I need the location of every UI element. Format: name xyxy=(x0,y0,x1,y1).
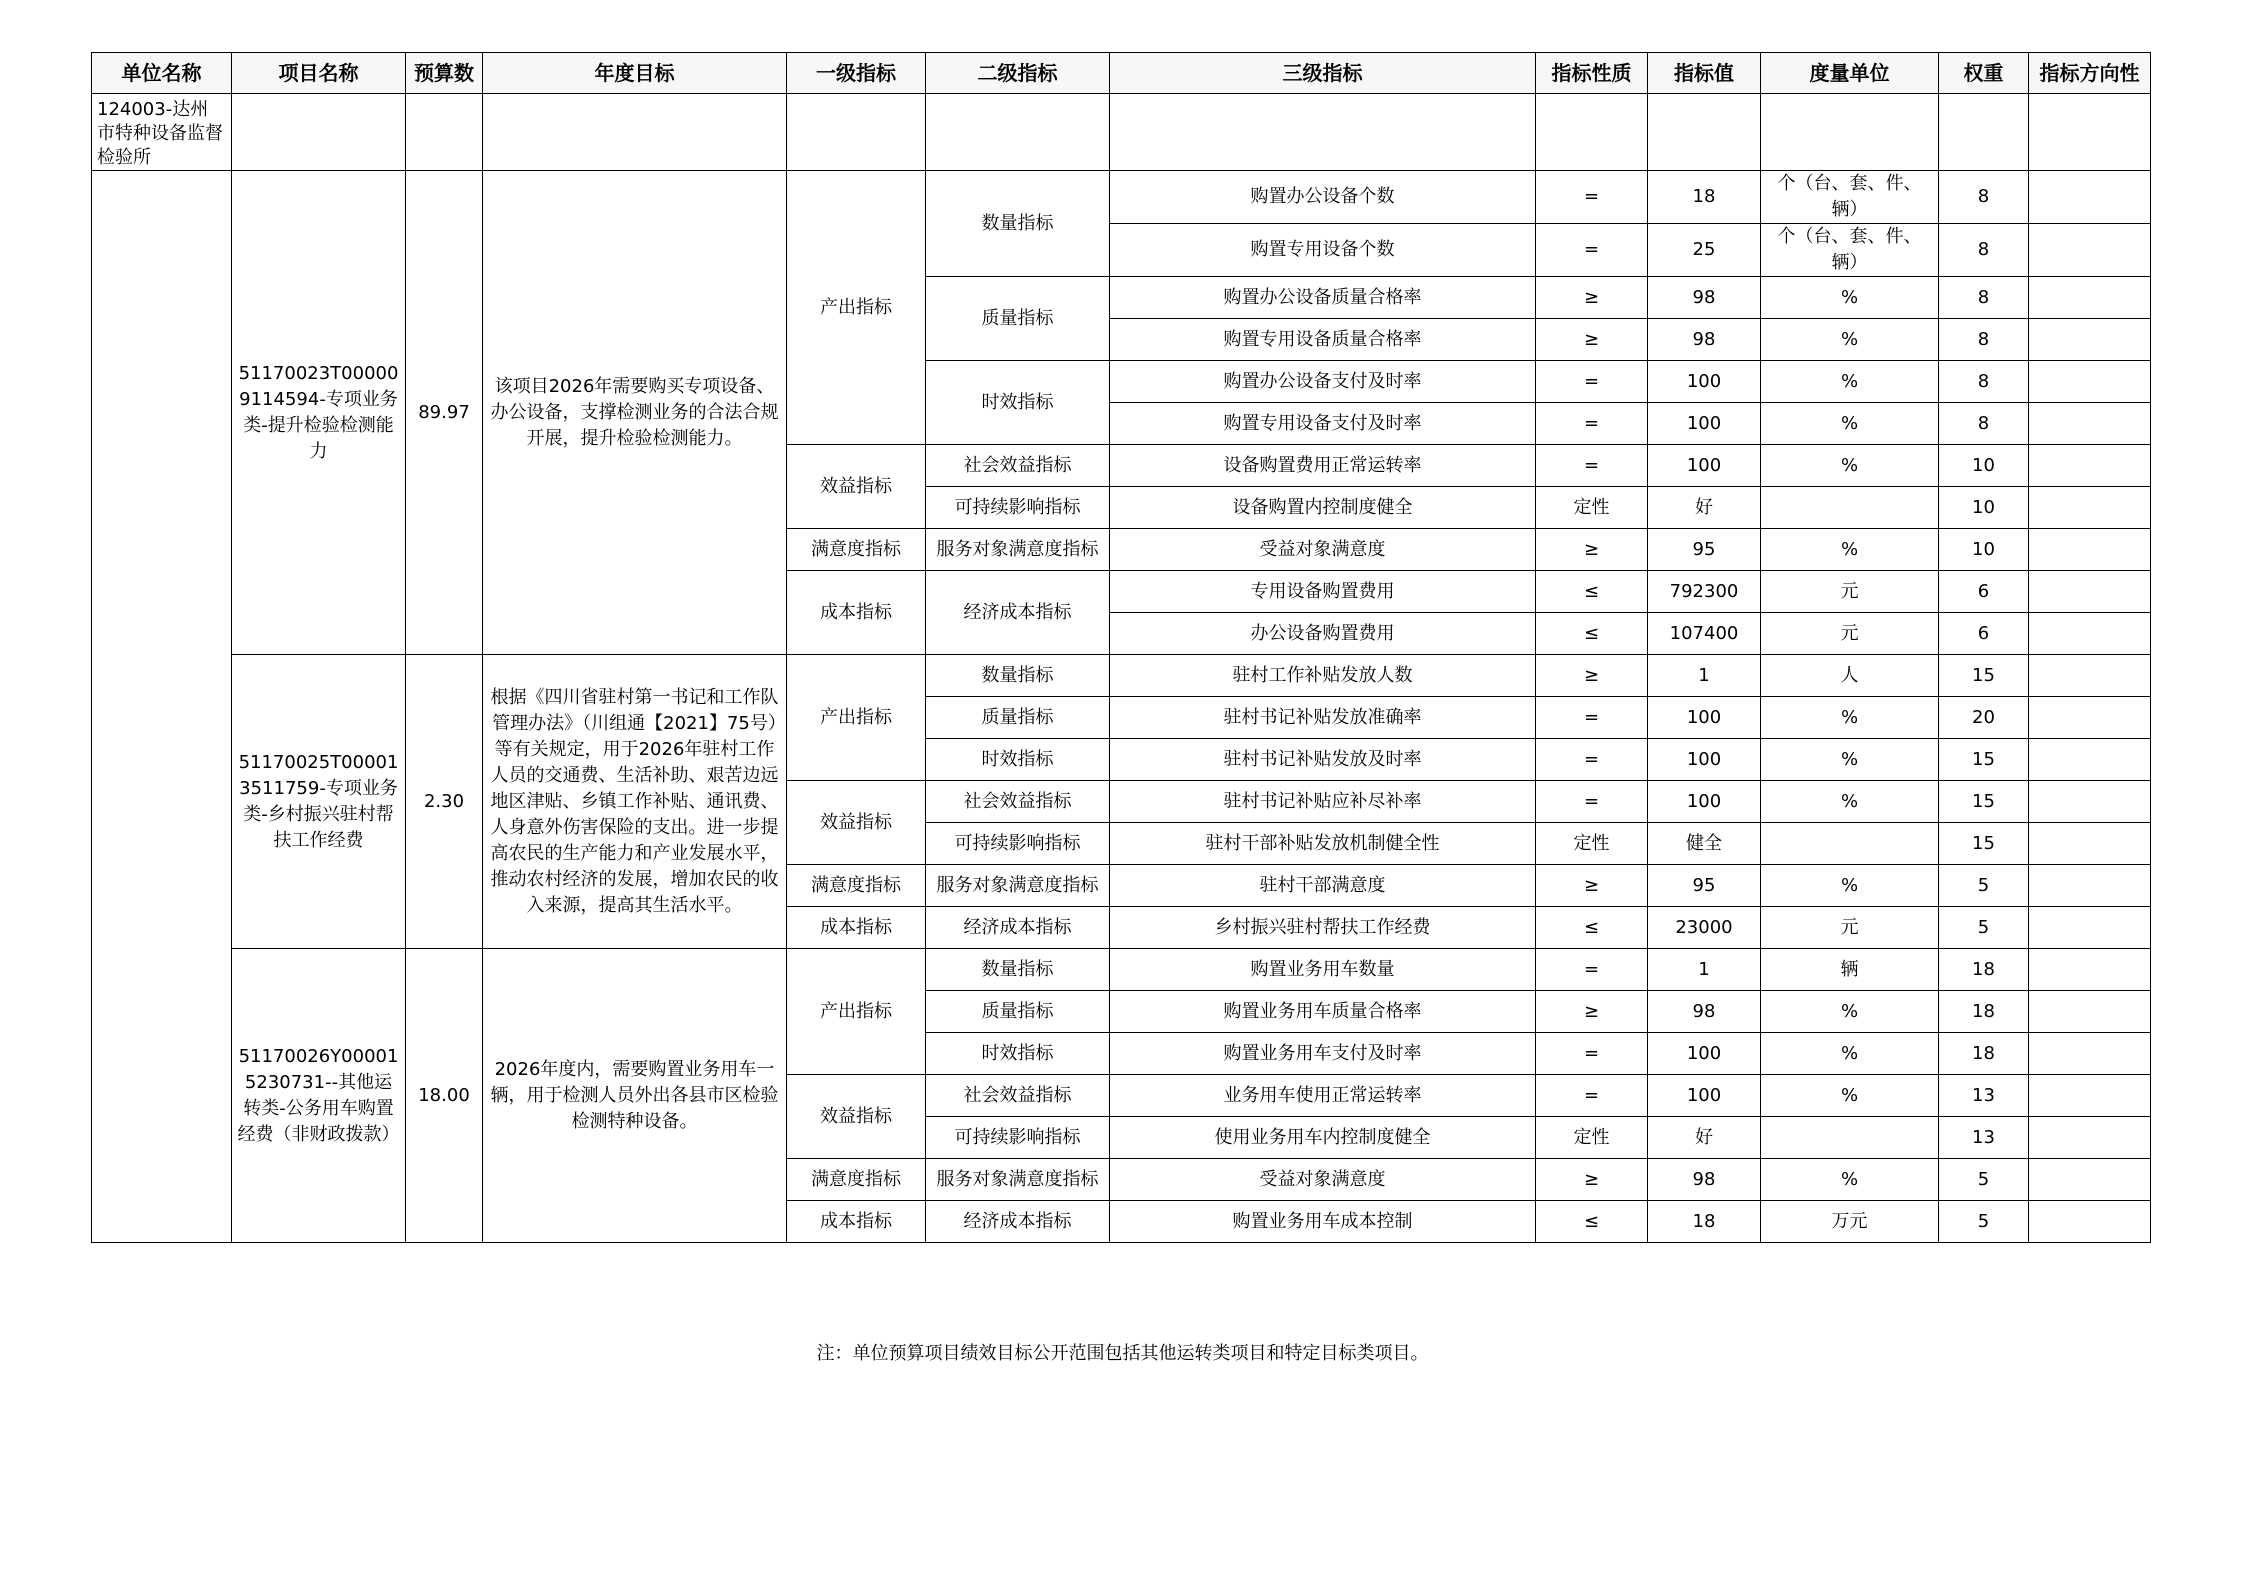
level2-indicator-cell: 时效指标 xyxy=(926,361,1110,445)
level2-indicator-cell: 服务对象满意度指标 xyxy=(926,1159,1110,1201)
level1-indicator-cell: 成本指标 xyxy=(787,1201,926,1243)
direction-cell xyxy=(2029,1117,2151,1159)
direction-cell xyxy=(2029,865,2151,907)
budget-cell: 89.97 xyxy=(406,171,483,655)
measure-unit-cell: 万元 xyxy=(1761,1201,1939,1243)
header-budget: 预算数 xyxy=(406,53,483,94)
level3-indicator-cell: 购置专用设备支付及时率 xyxy=(1110,403,1536,445)
indicator-nature-cell: ≥ xyxy=(1536,1159,1648,1201)
indicator-value-cell: 健全 xyxy=(1648,823,1761,865)
direction-cell xyxy=(2029,655,2151,697)
weight-cell: 18 xyxy=(1939,1033,2029,1075)
empty-cell xyxy=(787,94,926,171)
indicator-value-cell: 107400 xyxy=(1648,613,1761,655)
measure-unit-cell: 辆 xyxy=(1761,949,1939,991)
measure-unit-cell: % xyxy=(1761,319,1939,361)
indicator-value-cell: 100 xyxy=(1648,1075,1761,1117)
weight-cell: 8 xyxy=(1939,319,2029,361)
direction-cell xyxy=(2029,739,2151,781)
measure-unit-cell: % xyxy=(1761,403,1939,445)
indicator-row xyxy=(92,655,2151,697)
header-indicator-nature: 指标性质 xyxy=(1536,53,1648,94)
level3-indicator-cell: 购置办公设备支付及时率 xyxy=(1110,361,1536,403)
empty-cell xyxy=(232,94,406,171)
indicator-value-cell: 100 xyxy=(1648,403,1761,445)
header-level2-indicator: 二级指标 xyxy=(926,53,1110,94)
indicator-nature-cell: 定性 xyxy=(1536,487,1648,529)
indicator-value-cell: 100 xyxy=(1648,697,1761,739)
direction-cell xyxy=(2029,697,2151,739)
indicator-value-cell: 95 xyxy=(1648,865,1761,907)
direction-cell xyxy=(2029,445,2151,487)
weight-cell: 5 xyxy=(1939,1201,2029,1243)
direction-cell xyxy=(2029,319,2151,361)
header-row xyxy=(92,53,2151,94)
indicator-nature-cell: ≤ xyxy=(1536,1201,1648,1243)
measure-unit-cell: 个（台、套、件、辆） xyxy=(1761,171,1939,224)
measure-unit-cell: 元 xyxy=(1761,613,1939,655)
weight-cell: 8 xyxy=(1939,403,2029,445)
empty-cell xyxy=(1648,94,1761,171)
empty-cell xyxy=(1761,94,1939,171)
header-direction: 指标方向性 xyxy=(2029,53,2151,94)
header-weight: 权重 xyxy=(1939,53,2029,94)
level2-indicator-cell: 质量指标 xyxy=(926,697,1110,739)
indicator-row xyxy=(92,949,2151,991)
measure-unit-cell: % xyxy=(1761,361,1939,403)
measure-unit-cell: 元 xyxy=(1761,571,1939,613)
measure-unit-cell: % xyxy=(1761,1159,1939,1201)
indicator-value-cell: 100 xyxy=(1648,781,1761,823)
empty-cell xyxy=(406,94,483,171)
indicator-nature-cell: = xyxy=(1536,949,1648,991)
budget-cell: 18.00 xyxy=(406,949,483,1243)
weight-cell: 8 xyxy=(1939,361,2029,403)
direction-cell xyxy=(2029,171,2151,224)
indicator-value-cell: 好 xyxy=(1648,1117,1761,1159)
indicator-value-cell: 98 xyxy=(1648,1159,1761,1201)
indicator-nature-cell: = xyxy=(1536,739,1648,781)
level3-indicator-cell: 驻村工作补贴发放人数 xyxy=(1110,655,1536,697)
header-unit-name: 单位名称 xyxy=(92,53,232,94)
indicator-nature-cell: = xyxy=(1536,224,1648,277)
level3-indicator-cell: 设备购置费用正常运转率 xyxy=(1110,445,1536,487)
weight-cell: 8 xyxy=(1939,277,2029,319)
level2-indicator-cell: 社会效益指标 xyxy=(926,781,1110,823)
level2-indicator-cell: 质量指标 xyxy=(926,991,1110,1033)
level1-indicator-cell: 成本指标 xyxy=(787,907,926,949)
level1-indicator-cell: 效益指标 xyxy=(787,781,926,865)
level1-indicator-cell: 产出指标 xyxy=(787,655,926,781)
weight-cell: 8 xyxy=(1939,171,2029,224)
level2-indicator-cell: 可持续影响指标 xyxy=(926,1117,1110,1159)
level2-indicator-cell: 服务对象满意度指标 xyxy=(926,865,1110,907)
empty-cell xyxy=(483,94,787,171)
header-level3-indicator: 三级指标 xyxy=(1110,53,1536,94)
weight-cell: 6 xyxy=(1939,613,2029,655)
indicator-nature-cell: ≤ xyxy=(1536,571,1648,613)
indicator-value-cell: 18 xyxy=(1648,1201,1761,1243)
measure-unit-cell: 元 xyxy=(1761,907,1939,949)
direction-cell xyxy=(2029,224,2151,277)
indicator-nature-cell: 定性 xyxy=(1536,1117,1648,1159)
empty-cell xyxy=(926,94,1110,171)
project-name-cell: 51170023T000009114594-专项业务类-提升检验检测能力 xyxy=(232,171,406,655)
indicator-value-cell: 98 xyxy=(1648,277,1761,319)
unit-name-cell: 124003-达州市特种设备监督检验所 xyxy=(92,94,232,171)
level1-indicator-cell: 满意度指标 xyxy=(787,529,926,571)
level2-indicator-cell: 经济成本指标 xyxy=(926,907,1110,949)
empty-cell xyxy=(1110,94,1536,171)
indicator-nature-cell: ≥ xyxy=(1536,319,1648,361)
level3-indicator-cell: 购置专用设备个数 xyxy=(1110,224,1536,277)
indicator-value-cell: 100 xyxy=(1648,445,1761,487)
weight-cell: 10 xyxy=(1939,487,2029,529)
level2-indicator-cell: 社会效益指标 xyxy=(926,445,1110,487)
indicator-nature-cell: ≥ xyxy=(1536,277,1648,319)
indicator-value-cell: 95 xyxy=(1648,529,1761,571)
indicator-nature-cell: ≤ xyxy=(1536,907,1648,949)
weight-cell: 6 xyxy=(1939,571,2029,613)
project-name-cell: 51170026Y000015230731--其他运转类-公务用车购置经费（非财政拨款） xyxy=(232,949,406,1243)
level3-indicator-cell: 业务用车使用正常运转率 xyxy=(1110,1075,1536,1117)
indicator-nature-cell: ≤ xyxy=(1536,613,1648,655)
weight-cell: 10 xyxy=(1939,445,2029,487)
level3-indicator-cell: 购置业务用车成本控制 xyxy=(1110,1201,1536,1243)
weight-cell: 15 xyxy=(1939,823,2029,865)
empty-cell xyxy=(2029,94,2151,171)
direction-cell xyxy=(2029,781,2151,823)
annual-goal-cell: 该项目2026年需要购买专项设备、办公设备，支撑检测业务的合法合规开展，提升检验检测能力。 xyxy=(483,171,787,655)
measure-unit-cell: 人 xyxy=(1761,655,1939,697)
level2-indicator-cell: 经济成本指标 xyxy=(926,571,1110,655)
header-annual-goal: 年度目标 xyxy=(483,53,787,94)
weight-cell: 18 xyxy=(1939,949,2029,991)
direction-cell xyxy=(2029,403,2151,445)
indicator-value-cell: 1 xyxy=(1648,655,1761,697)
level3-indicator-cell: 购置业务用车数量 xyxy=(1110,949,1536,991)
unit-name-continuation-cell xyxy=(92,171,232,1243)
measure-unit-cell: % xyxy=(1761,781,1939,823)
level2-indicator-cell: 社会效益指标 xyxy=(926,1075,1110,1117)
weight-cell: 13 xyxy=(1939,1117,2029,1159)
indicator-value-cell: 98 xyxy=(1648,319,1761,361)
measure-unit-cell: % xyxy=(1761,529,1939,571)
direction-cell xyxy=(2029,823,2151,865)
measure-unit-cell: % xyxy=(1761,1033,1939,1075)
direction-cell xyxy=(2029,1159,2151,1201)
weight-cell: 20 xyxy=(1939,697,2029,739)
direction-cell xyxy=(2029,487,2151,529)
level2-indicator-cell: 质量指标 xyxy=(926,277,1110,361)
empty-cell xyxy=(1536,94,1648,171)
level3-indicator-cell: 设备购置内控制度健全 xyxy=(1110,487,1536,529)
level3-indicator-cell: 驻村书记补贴发放及时率 xyxy=(1110,739,1536,781)
direction-cell xyxy=(2029,949,2151,991)
header-project-name: 项目名称 xyxy=(232,53,406,94)
level2-indicator-cell: 数量指标 xyxy=(926,655,1110,697)
weight-cell: 10 xyxy=(1939,529,2029,571)
header-measure-unit: 度量单位 xyxy=(1761,53,1939,94)
indicator-nature-cell: ≥ xyxy=(1536,529,1648,571)
level1-indicator-cell: 成本指标 xyxy=(787,571,926,655)
indicator-nature-cell: ≥ xyxy=(1536,865,1648,907)
indicator-value-cell: 23000 xyxy=(1648,907,1761,949)
level3-indicator-cell: 专用设备购置费用 xyxy=(1110,571,1536,613)
level1-indicator-cell: 效益指标 xyxy=(787,1075,926,1159)
level2-indicator-cell: 可持续影响指标 xyxy=(926,823,1110,865)
weight-cell: 5 xyxy=(1939,907,2029,949)
level2-indicator-cell: 可持续影响指标 xyxy=(926,487,1110,529)
level3-indicator-cell: 购置业务用车质量合格率 xyxy=(1110,991,1536,1033)
annual-goal-cell: 2026年度内，需要购置业务用车一辆，用于检测人员外出各县市区检验检测特种设备。 xyxy=(483,949,787,1243)
weight-cell: 18 xyxy=(1939,991,2029,1033)
measure-unit-cell xyxy=(1761,823,1939,865)
header-level1-indicator: 一级指标 xyxy=(787,53,926,94)
weight-cell: 15 xyxy=(1939,739,2029,781)
indicator-value-cell: 792300 xyxy=(1648,571,1761,613)
direction-cell xyxy=(2029,1075,2151,1117)
direction-cell xyxy=(2029,1201,2151,1243)
budget-cell: 2.30 xyxy=(406,655,483,949)
direction-cell xyxy=(2029,361,2151,403)
indicator-row xyxy=(92,171,2151,224)
performance-target-table xyxy=(91,52,2151,1243)
level3-indicator-cell: 驻村书记补贴应补尽补率 xyxy=(1110,781,1536,823)
level1-indicator-cell: 产出指标 xyxy=(787,949,926,1075)
measure-unit-cell: % xyxy=(1761,865,1939,907)
level2-indicator-cell: 时效指标 xyxy=(926,739,1110,781)
measure-unit-cell: % xyxy=(1761,1075,1939,1117)
project-name-cell: 51170025T000013511759-专项业务类-乡村振兴驻村帮扶工作经费 xyxy=(232,655,406,949)
level2-indicator-cell: 数量指标 xyxy=(926,949,1110,991)
level3-indicator-cell: 使用业务用车内控制度健全 xyxy=(1110,1117,1536,1159)
indicator-nature-cell: ≥ xyxy=(1536,655,1648,697)
empty-cell xyxy=(1939,94,2029,171)
weight-cell: 8 xyxy=(1939,224,2029,277)
measure-unit-cell: % xyxy=(1761,697,1939,739)
indicator-value-cell: 18 xyxy=(1648,171,1761,224)
measure-unit-cell: % xyxy=(1761,277,1939,319)
level2-indicator-cell: 时效指标 xyxy=(926,1033,1110,1075)
measure-unit-cell: % xyxy=(1761,739,1939,781)
level3-indicator-cell: 驻村干部补贴发放机制健全性 xyxy=(1110,823,1536,865)
direction-cell xyxy=(2029,277,2151,319)
indicator-nature-cell: 定性 xyxy=(1536,823,1648,865)
level3-indicator-cell: 受益对象满意度 xyxy=(1110,529,1536,571)
level3-indicator-cell: 购置办公设备质量合格率 xyxy=(1110,277,1536,319)
indicator-value-cell: 100 xyxy=(1648,739,1761,781)
indicator-value-cell: 100 xyxy=(1648,1033,1761,1075)
annual-goal-cell: 根据《四川省驻村第一书记和工作队管理办法》（川组通【2021】75号）等有关规定，用于2026年驻村工作人员的交通费、生活补助、艰苦边远地区津贴、乡镇工作补贴、通讯费、人身意外伤害保险的支出。进一步提高农民的生产能力和产业发展水平，推动农村经济的发展，增加农民的收入来源，提高其生活水平。 xyxy=(483,655,787,949)
weight-cell: 5 xyxy=(1939,865,2029,907)
level1-indicator-cell: 满意度指标 xyxy=(787,1159,926,1201)
level2-indicator-cell: 经济成本指标 xyxy=(926,1201,1110,1243)
measure-unit-cell: % xyxy=(1761,445,1939,487)
level3-indicator-cell: 驻村书记补贴发放准确率 xyxy=(1110,697,1536,739)
direction-cell xyxy=(2029,907,2151,949)
indicator-nature-cell: = xyxy=(1536,1033,1648,1075)
direction-cell xyxy=(2029,991,2151,1033)
measure-unit-cell: 个（台、套、件、辆） xyxy=(1761,224,1939,277)
weight-cell: 15 xyxy=(1939,655,2029,697)
indicator-nature-cell: = xyxy=(1536,171,1648,224)
weight-cell: 15 xyxy=(1939,781,2029,823)
direction-cell xyxy=(2029,529,2151,571)
indicator-nature-cell: = xyxy=(1536,697,1648,739)
level3-indicator-cell: 办公设备购置费用 xyxy=(1110,613,1536,655)
level1-indicator-cell: 满意度指标 xyxy=(787,865,926,907)
level1-indicator-cell: 产出指标 xyxy=(787,171,926,445)
direction-cell xyxy=(2029,1033,2151,1075)
weight-cell: 5 xyxy=(1939,1159,2029,1201)
indicator-value-cell: 100 xyxy=(1648,361,1761,403)
indicator-value-cell: 25 xyxy=(1648,224,1761,277)
unit-row xyxy=(92,94,2151,171)
indicator-nature-cell: ≥ xyxy=(1536,991,1648,1033)
measure-unit-cell xyxy=(1761,487,1939,529)
indicator-nature-cell: = xyxy=(1536,445,1648,487)
direction-cell xyxy=(2029,571,2151,613)
level3-indicator-cell: 乡村振兴驻村帮扶工作经费 xyxy=(1110,907,1536,949)
indicator-nature-cell: = xyxy=(1536,781,1648,823)
indicator-value-cell: 好 xyxy=(1648,487,1761,529)
indicator-value-cell: 1 xyxy=(1648,949,1761,991)
indicator-nature-cell: = xyxy=(1536,361,1648,403)
level1-indicator-cell: 效益指标 xyxy=(787,445,926,529)
level2-indicator-cell: 服务对象满意度指标 xyxy=(926,529,1110,571)
indicator-value-cell: 98 xyxy=(1648,991,1761,1033)
measure-unit-cell xyxy=(1761,1117,1939,1159)
level2-indicator-cell: 数量指标 xyxy=(926,171,1110,277)
header-indicator-value: 指标值 xyxy=(1648,53,1761,94)
indicator-nature-cell: = xyxy=(1536,1075,1648,1117)
measure-unit-cell: % xyxy=(1761,991,1939,1033)
level3-indicator-cell: 驻村干部满意度 xyxy=(1110,865,1536,907)
level3-indicator-cell: 购置办公设备个数 xyxy=(1110,171,1536,224)
weight-cell: 13 xyxy=(1939,1075,2029,1117)
indicator-nature-cell: = xyxy=(1536,403,1648,445)
level3-indicator-cell: 受益对象满意度 xyxy=(1110,1159,1536,1201)
level3-indicator-cell: 购置业务用车支付及时率 xyxy=(1110,1033,1536,1075)
level3-indicator-cell: 购置专用设备质量合格率 xyxy=(1110,319,1536,361)
direction-cell xyxy=(2029,613,2151,655)
footnote: 注：单位预算项目绩效目标公开范围包括其他运转类项目和特定目标类项目。 xyxy=(816,1343,1429,1364)
